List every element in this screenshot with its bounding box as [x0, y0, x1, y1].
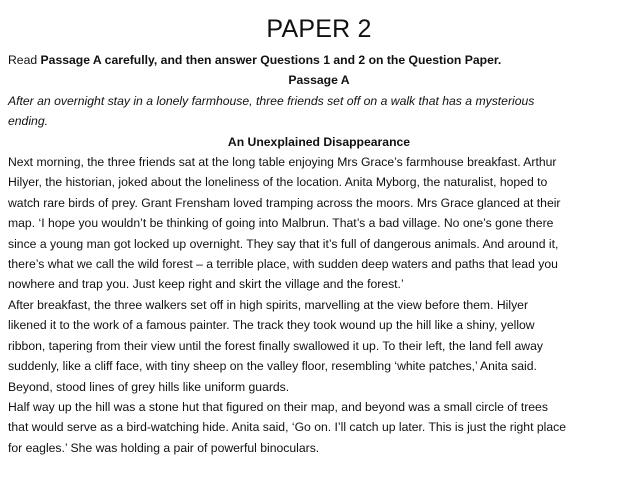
text-line: After breakfast, the three walkers set off in high spirits, marvelling at the view before them. Hilyer: [8, 297, 529, 312]
text-line: Half way up the hill was a stone hut that figured on their map, and beyond was a small circle of trees: [8, 399, 548, 414]
text-line: that would serve as a bird-watching hide. Anita said, ‘Go on. I’ll catch up later. This is just the right place: [8, 420, 566, 435]
text-line: since a young man got locked up overnight. They say that it’s full of dangerous animals. And around it,: [8, 236, 559, 251]
paragraph-2: [8, 295, 630, 397]
text-line: Next morning, the three friends sat at the long table enjoying Mrs Grace’s farmhouse breakfast. Arthur: [8, 155, 557, 170]
passage-title: An Unexplained Disappearance: [227, 134, 411, 149]
page-title: PAPER 2: [266, 15, 372, 43]
intro-line: ending.: [8, 114, 48, 129]
text-line: there’s what we call the wild forest – a terrible place, with sudden deep waters and paths that lead you: [8, 257, 558, 272]
text-line: ribbon, tapering from their view until the forest finally swallowed it up. To their left, the land fell away: [8, 338, 543, 353]
text-line: Beyond, stood lines of grey hills like uniform guards.: [8, 379, 290, 394]
text-line: watch rare birds of prey. Grant Frensham loved tramping across the moors. Mrs Grace glanced at their: [8, 195, 561, 210]
instruction-line: [8, 50, 630, 70]
text-line: map. ‘I hope you wouldn’t be thinking of going into Malbrun. That’s a bad village. No one’s gone there: [8, 216, 554, 231]
instruction-prefix: Read: [8, 53, 41, 67]
text-line: for eagles.’ She was holding a pair of powerful binoculars.: [8, 440, 320, 455]
text-line: suddenly, like a cliff face, with tiny sheep on the valley floor, resembling ‘white patches,’ Anita said.: [8, 359, 537, 374]
instruction-bold-text: Passage A carefully, and then answer Questions 1 and 2 on the Question Paper.: [40, 53, 502, 67]
text-line: Hilyer, the historian, joked about the loneliness of the location. Anita Myborg, the naturalist, hoped to: [8, 175, 548, 190]
intro-line: After an overnight stay in a lonely farmhouse, three friends set off on a walk that has a mysterious: [8, 93, 535, 108]
paragraph-1: [8, 152, 630, 295]
text-line: nowhere and trap you. Just keep right and skirt the village and the forest.’: [8, 277, 404, 292]
paragraph-3: [8, 397, 630, 458]
text-line: likened it to the work of a famous painter. The track they took wound up the hill like a shiny, yellow: [8, 318, 535, 333]
passage-label: Passage A: [288, 73, 350, 88]
